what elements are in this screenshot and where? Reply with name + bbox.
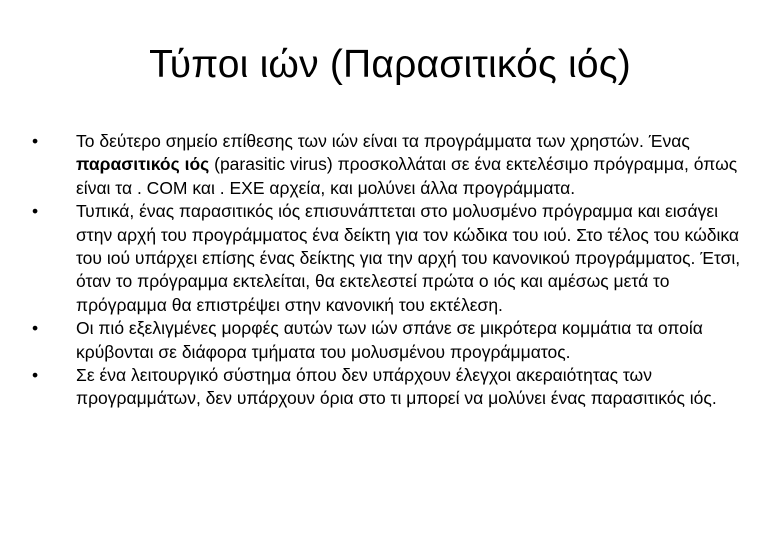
bullet-text: Οι πιό εξελιγμένες μορφές αυτών των ιών σπάνε σε μικρότερα κομμάτια τα οποία κρύβονται σε διάφορα τμήματα του μολυσμένου προγράμματος. xyxy=(76,318,703,362)
bullet-list xyxy=(32,130,752,411)
bullet-text-part: (parasitic virus) προσκολλάται σε ένα εκτελέσιμο πρόγραμμα, όπως είναι τα . COM και . EXE αρχεία, και μολύνει άλλα προγράμματα. xyxy=(76,154,738,198)
bullet-item xyxy=(32,130,752,200)
bullet-text: Τυπικά, ένας παρασιτικός ιός επισυνάπτεται στο μολυσμένο πρόγραμμα και εισάγει στην αρχή του προγράμματος ένα δείκτη για τον κώδικα του ιού. Στο τέλος του κώδικα του ιού υπάρχει επίσης ένας δείκτης για την αρχή του κανονικού προγράμματος. Έτσι, όταν το πρόγραμμα εκτελείται, θα εκτελεστεί πρώτα ο ιός και αμέσως μετά το πρόγραμμα θα επιστρέψει στην κανονική του εκτέλεση. xyxy=(76,201,741,315)
bullet-marker: • xyxy=(32,318,39,339)
bullet-item xyxy=(32,317,752,364)
bullet-item xyxy=(32,364,752,411)
bullet-marker: • xyxy=(32,131,39,151)
bullet-text-part: Το δεύτερο σημείο επίθεσης των ιών είναι τα προγράμματα των χρηστών. Ένας xyxy=(76,131,690,151)
bullet-marker: • xyxy=(32,365,39,386)
slide-title: Τύποι ιών (Παρασιτικός ιός) xyxy=(149,43,631,86)
bullet-bold-term: παρασιτικός ιός xyxy=(76,154,210,175)
bullet-item xyxy=(32,200,752,317)
bullet-text: Σε ένα λειτουργικό σύστημα όπου δεν υπάρχουν έλεγχοι ακεραιότητας των προγραμμάτων, δεν υπάρχουν όρια στο τι μπορεί να μολύνει ένας παρασιτικός ιός. xyxy=(76,365,717,409)
bullet-marker: • xyxy=(32,201,39,222)
